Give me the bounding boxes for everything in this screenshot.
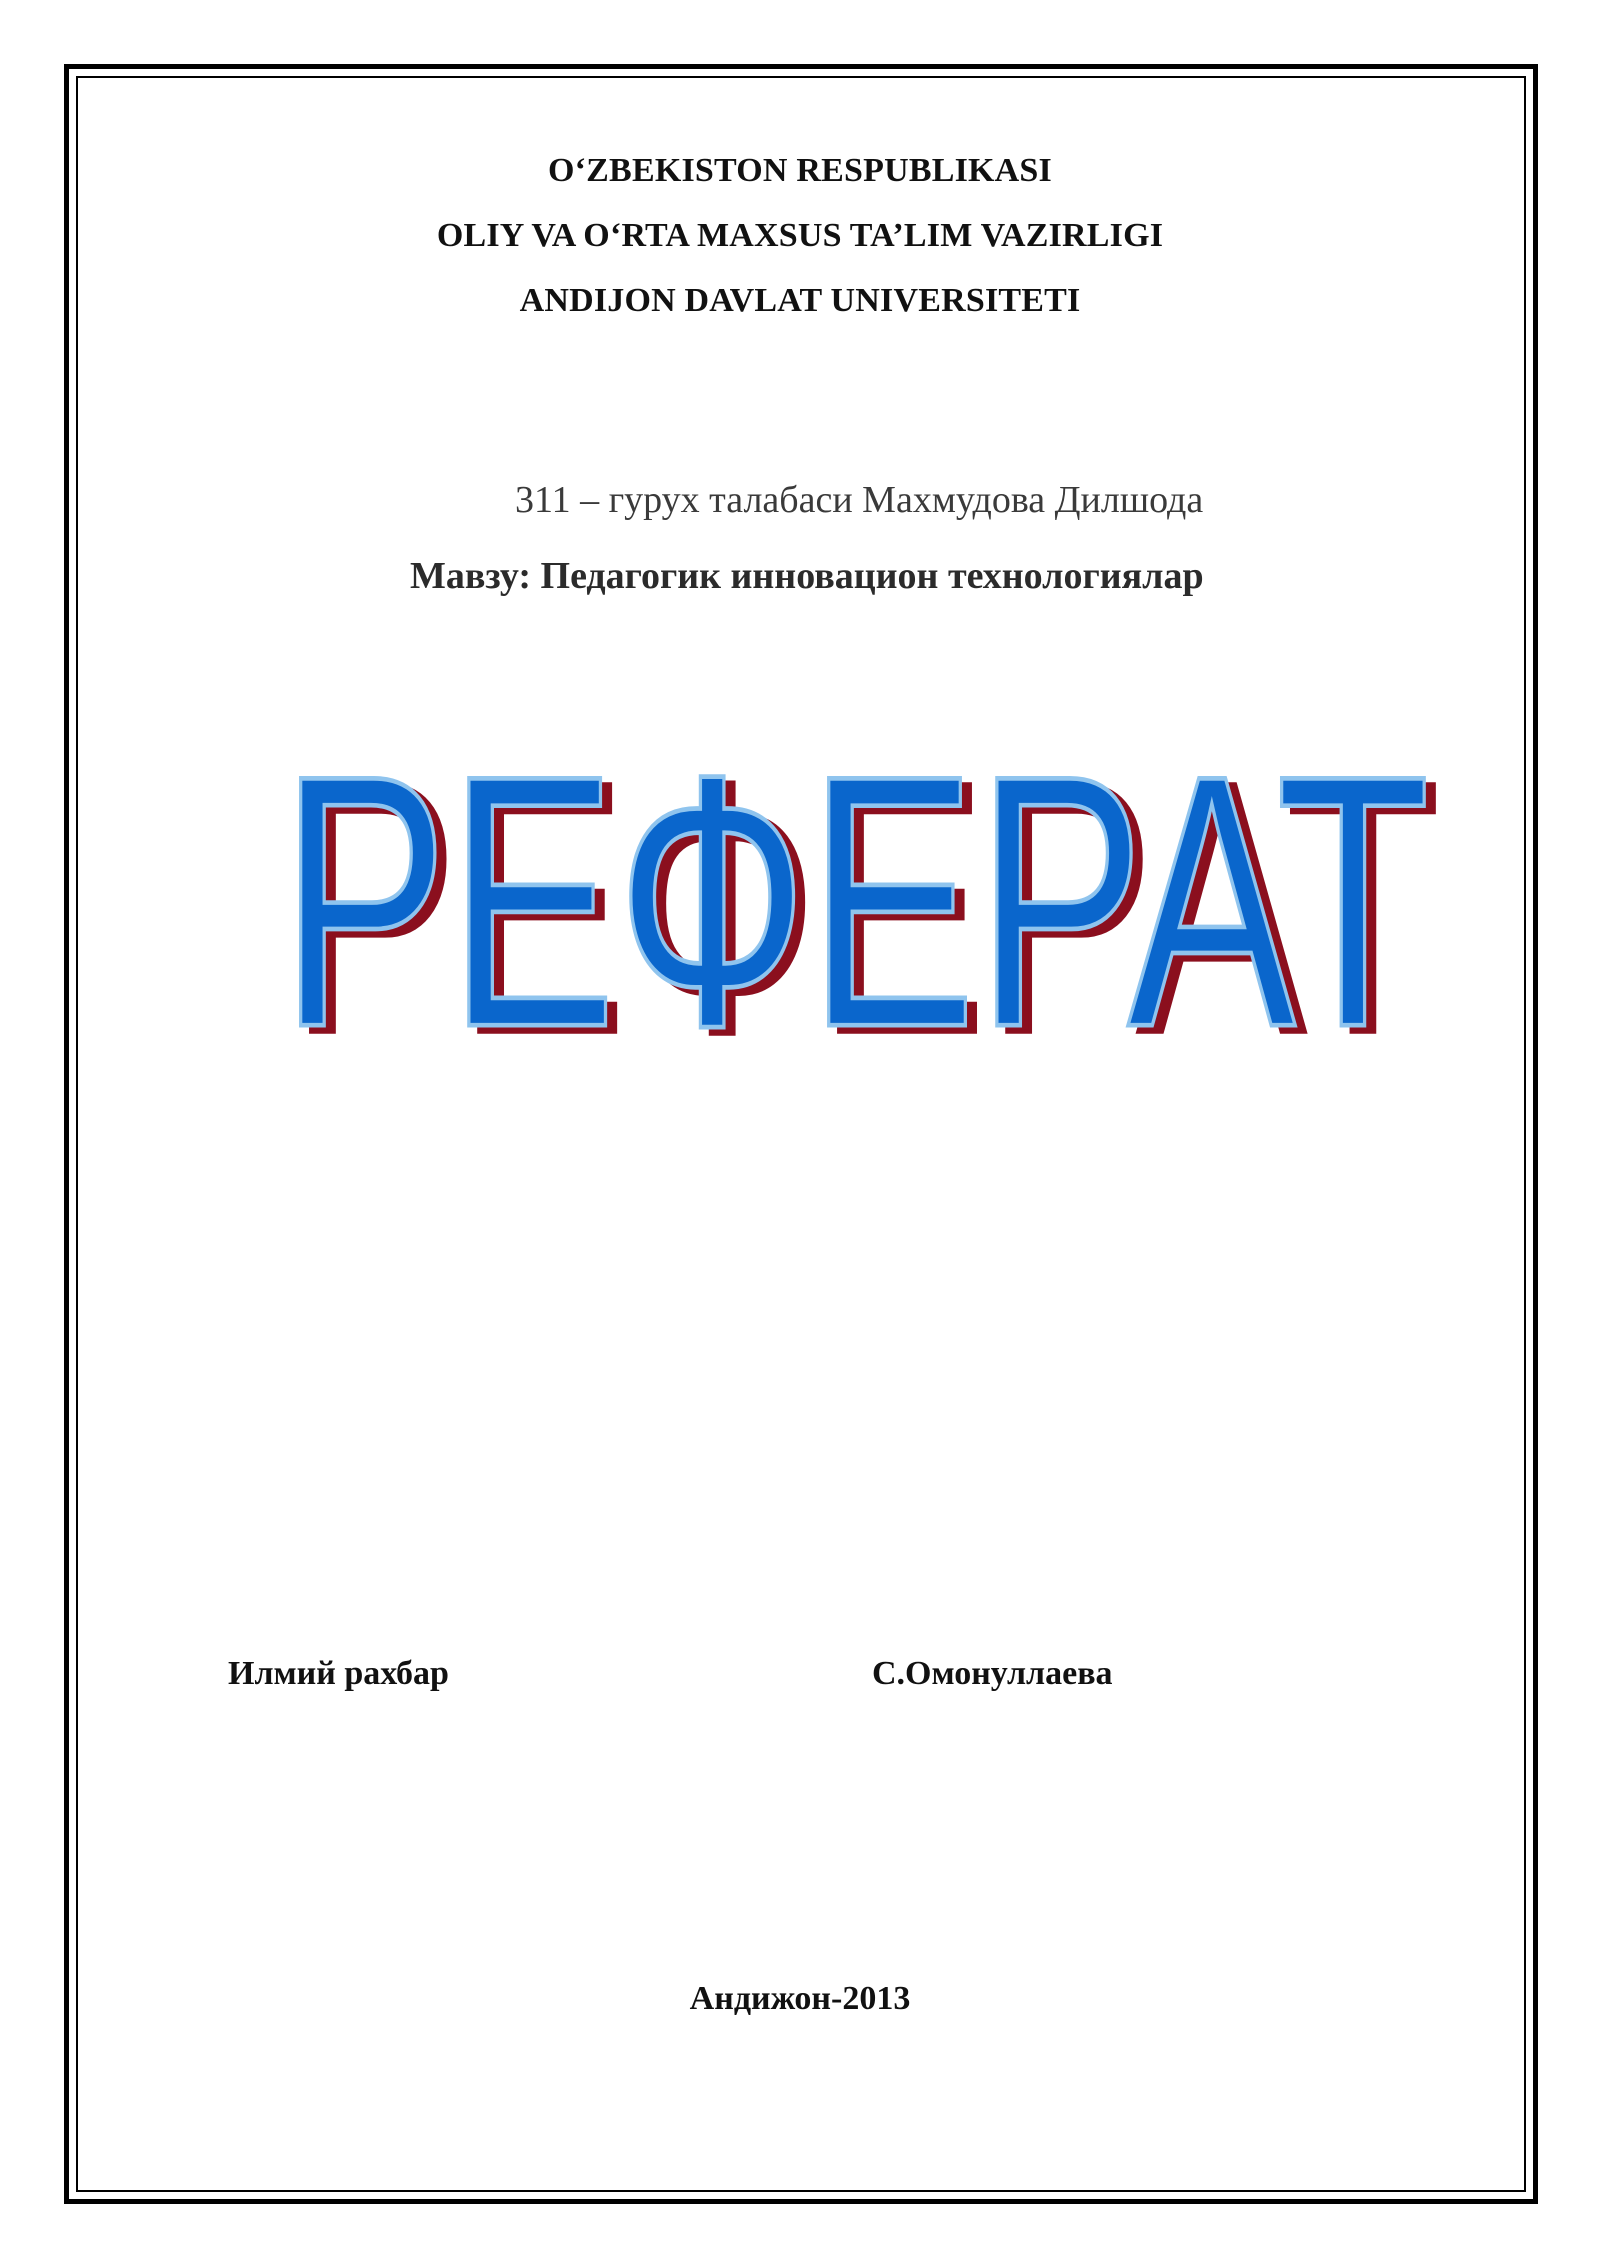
advisor-name: С.Омонуллаева — [872, 1655, 1113, 1692]
student-info: 311 – гурух талабаси Махмудова Дилшода — [515, 479, 1204, 521]
city-year: Андижон-2013 — [689, 1980, 911, 2017]
report-title-wordart — [270, 760, 1450, 1140]
advisor-label: Илмий рахбар — [228, 1655, 449, 1692]
header-country: O‘ZBEKISTON RESPUBLIKASI — [548, 152, 1052, 189]
header-ministry: OLIY VA O‘RTA MAXSUS TA’LIM VAZIRLIGI — [436, 217, 1164, 254]
header-university: ANDIJON DAVLAT UNIVERSITETI — [519, 282, 1081, 319]
report-title-shadow: РЕФЕРАТ — [290, 760, 1440, 1108]
topic-title: Мавзу: Педагогик инновацион технологиялар — [410, 555, 1204, 597]
report-title-text: РЕФЕРАТ — [280, 760, 1430, 1102]
